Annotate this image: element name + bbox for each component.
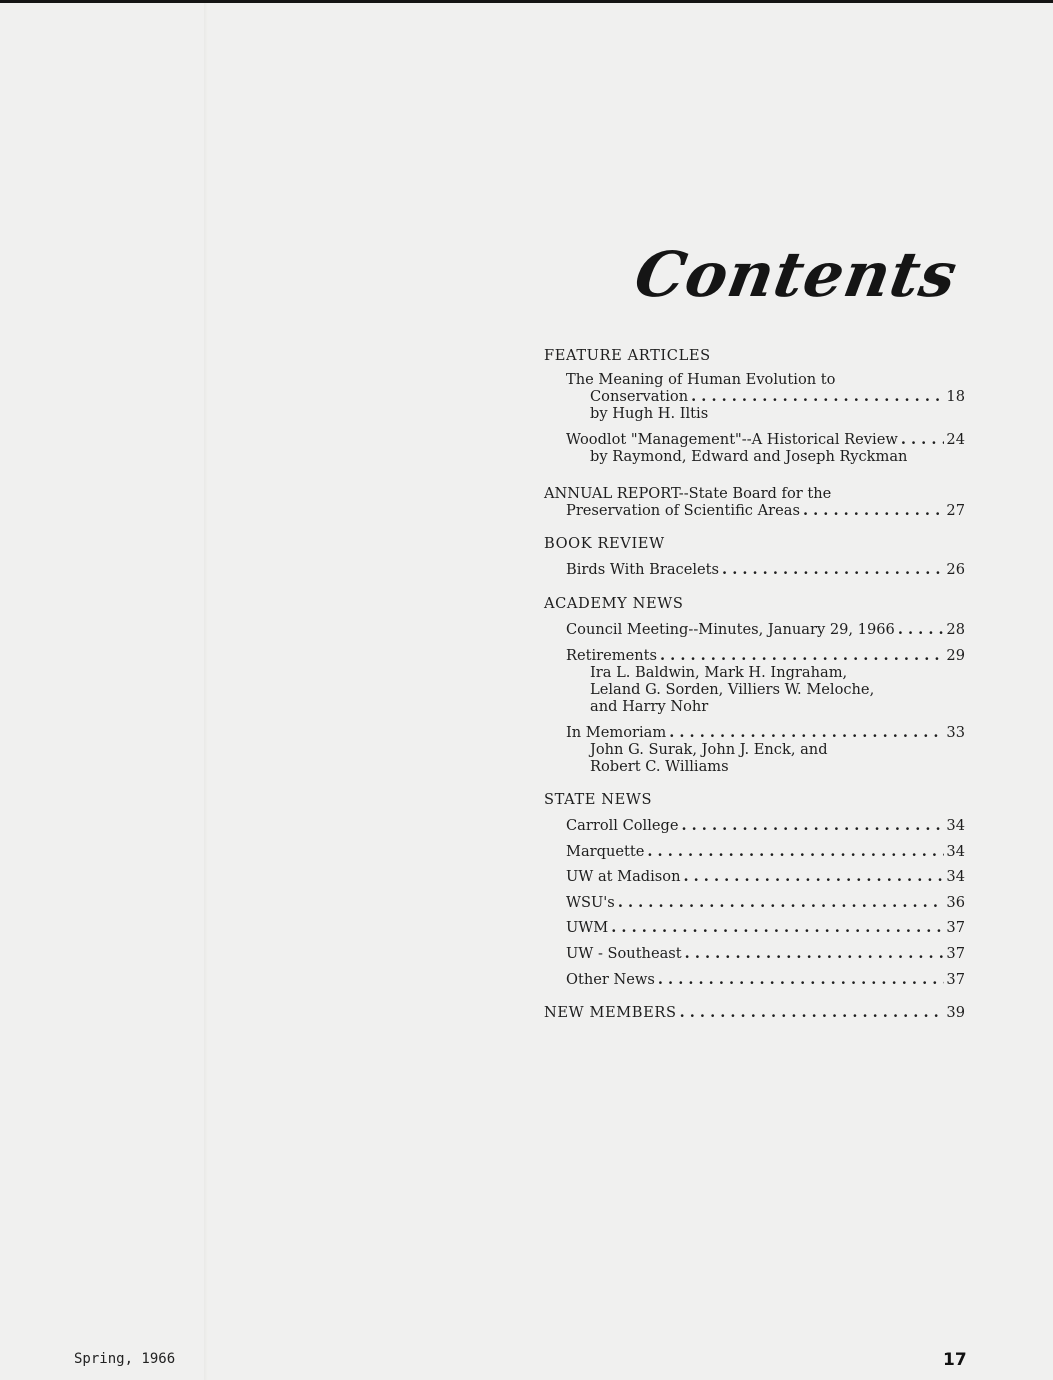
dot-leader — [681, 817, 944, 834]
entry-leader-line — [566, 647, 965, 664]
page-ref: 26 — [946, 561, 965, 578]
memoriam-names: Robert C. Williams — [590, 758, 729, 775]
section-feature-articles — [544, 347, 965, 371]
toc-entry-state-news[interactable] — [544, 919, 965, 945]
entry-title-line: UWM — [566, 919, 609, 937]
page-ref: 34 — [946, 817, 965, 834]
entry-title-line: Birds With Bracelets — [566, 561, 720, 578]
entry-title-line: Retirements — [566, 647, 657, 664]
toc-entry-in-memoriam[interactable] — [544, 724, 965, 775]
toc-entry-state-news[interactable] — [544, 894, 965, 920]
page-fold-shadow — [204, 0, 208, 1380]
entry-author: by Raymond, Edward and Joseph Ryckman — [590, 448, 908, 465]
toc-entry-birds-with-bracelets[interactable] — [544, 561, 965, 578]
toc-entry-state-news[interactable] — [544, 971, 965, 997]
entry-title-line: Carroll College — [566, 817, 679, 834]
toc-entry-state-news[interactable] — [544, 945, 965, 971]
page-ref: 18 — [946, 388, 965, 405]
entry-title-line: Woodlot "Management"--A Historical Review — [566, 431, 898, 448]
page-ref: 34 — [946, 842, 965, 860]
toc-entry-state-news[interactable] — [544, 843, 965, 869]
dot-leader — [618, 894, 945, 911]
section-heading: STATE NEWS — [544, 791, 653, 808]
entry-title-line: UW at Madison — [566, 868, 681, 886]
dot-leader — [669, 724, 944, 741]
dot-leader — [647, 843, 944, 860]
page-ref: 34 — [946, 868, 965, 886]
toc-entry-state-news[interactable] — [544, 868, 965, 894]
toc-entry-woodlot-management[interactable] — [544, 431, 965, 465]
section-heading: NEW MEMBERS — [544, 1004, 677, 1022]
dot-leader — [683, 868, 944, 885]
retiree-names: Ira L. Baldwin, Mark H. Ingraham, — [590, 664, 848, 681]
toc-entry-human-evolution[interactable] — [544, 371, 965, 422]
entry-author: by Hugh H. Iltis — [590, 405, 709, 422]
toc-entry-new-members[interactable] — [544, 1004, 965, 1021]
page-ref: 37 — [946, 970, 965, 988]
memoriam-names: John G. Surak, John J. Enck, and — [590, 741, 828, 758]
page-ref: 24 — [946, 431, 965, 448]
dot-leader — [660, 647, 944, 664]
entry-title-line: WSU's — [566, 893, 615, 911]
section-heading: ACADEMY NEWS — [544, 595, 684, 612]
table-of-contents — [544, 347, 965, 1021]
dot-leader — [901, 431, 945, 448]
dot-leader — [803, 502, 944, 519]
retiree-names: Leland G. Sorden, Villiers W. Meloche, — [590, 681, 875, 698]
section-heading: BOOK REVIEW — [544, 535, 665, 552]
dot-leader — [680, 1004, 945, 1021]
issue-date: Spring, 1966 — [74, 1351, 176, 1367]
page-ref: 33 — [946, 724, 965, 741]
entry-title-line: ANNUAL REPORT--State Board for the — [544, 485, 832, 502]
page-ref: 37 — [946, 944, 965, 962]
entry-leader-line — [544, 502, 965, 519]
toc-entry-retirements[interactable] — [544, 647, 965, 715]
page-top-edge — [0, 0, 1053, 3]
entry-title-line: Conservation — [590, 388, 689, 405]
dot-leader — [658, 971, 945, 988]
page-ref: 37 — [946, 919, 965, 937]
toc-entry-annual-report[interactable] — [544, 485, 965, 519]
entry-title-line: The Meaning of Human Evolution to — [566, 371, 836, 388]
dot-leader — [691, 388, 944, 405]
page-title: Contents — [629, 238, 963, 311]
page-ref: 29 — [946, 647, 965, 664]
page-number: 17 — [943, 1350, 967, 1370]
entry-title-line: Preservation of Scientific Areas — [566, 502, 800, 519]
page-ref: 39 — [946, 1004, 965, 1022]
section-heading: FEATURE ARTICLES — [544, 347, 711, 364]
dot-leader — [685, 945, 945, 962]
dot-leader — [722, 561, 944, 578]
entry-title-line: UW - Southeast — [566, 944, 682, 962]
retiree-names: and Harry Nohr — [590, 698, 709, 715]
page-ref: 36 — [946, 893, 965, 911]
entry-title-line: In Memoriam — [566, 724, 667, 741]
entry-title-line: Marquette — [566, 842, 645, 860]
entry-leader-line — [566, 724, 965, 741]
entry-leader-line — [566, 388, 965, 405]
page-ref: 28 — [946, 621, 965, 638]
toc-entry-council-meeting[interactable] — [544, 621, 965, 638]
entry-title-line: Council Meeting--Minutes, January 29, 1966 — [566, 621, 895, 638]
dot-leader — [611, 919, 944, 936]
toc-entry-state-news[interactable] — [544, 817, 965, 843]
entry-leader-line — [566, 431, 965, 448]
page-ref: 27 — [946, 502, 965, 519]
dot-leader — [898, 621, 945, 638]
entry-title-line: Other News — [566, 970, 655, 988]
